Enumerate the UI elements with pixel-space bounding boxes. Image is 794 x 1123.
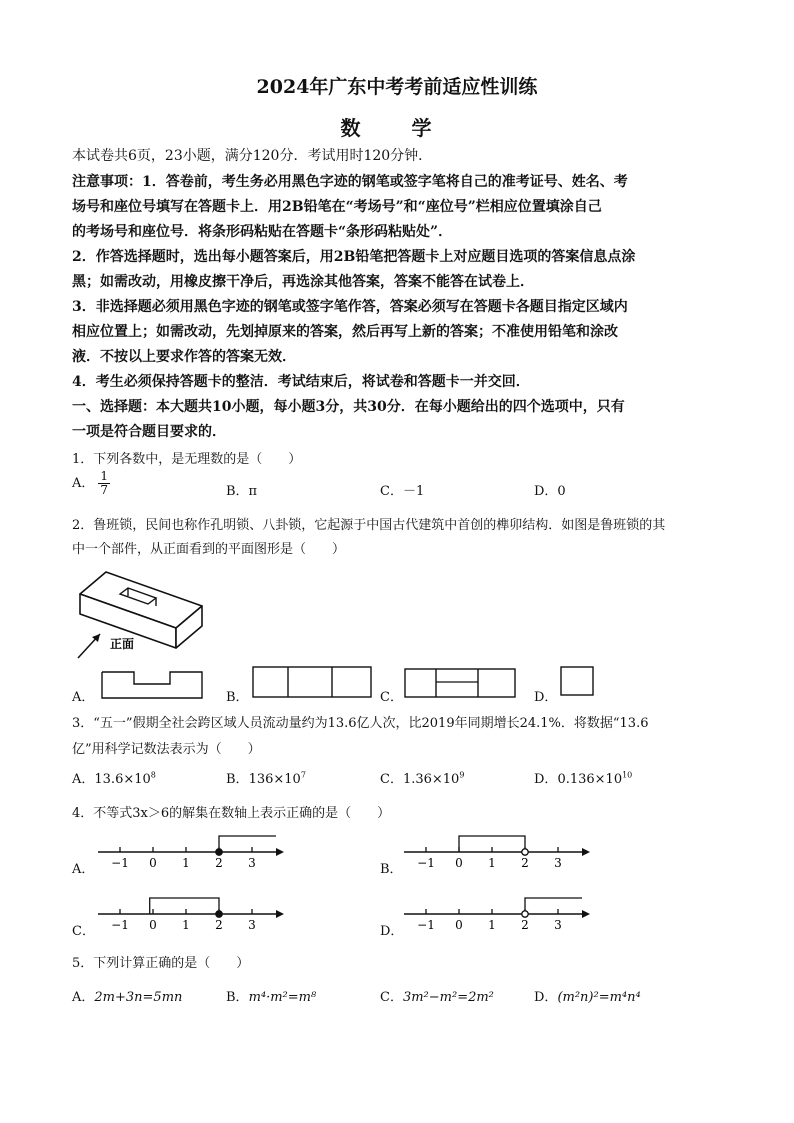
q5-stem: 5．下列计算正确的是（ ） [72,956,250,971]
note-2-line-1: 2．作答选择题时，选出每小题答案后，用2B铅笔把答题卡上对应题目选项的答案信息点涂 [72,249,636,265]
q4-stem: 4．不等式3x＞6的解集在数轴上表示正确的是（ ） [72,806,391,821]
tick-label: 2 [215,918,223,932]
q5-option-d: D．(m²n)²=m⁴n⁴ [534,990,641,1005]
note-3-line-2: 相应位置上；如需改动，先划掉原来的答案，然后再写上新的答案；不准使用铅笔和涂改 [72,324,618,340]
tick-label: 0 [455,918,463,932]
q3-option-c: C．$1.36\times 10^9$ [380,770,465,787]
q1-option-c: C．－1 [380,484,425,499]
q4-option-a-label: A． [72,862,95,877]
note-1-line-3: 的考场号和座位号．将条形码粘贴在答题卡“条形码粘贴处”． [72,224,453,240]
q2-option-b-figure [252,666,372,698]
tick-label: 1 [182,856,190,870]
tick-label: 0 [455,856,463,870]
axis-arrow [582,910,590,918]
q4-option-c-label: C． [72,924,95,939]
tick-label: 0 [149,918,157,932]
q4-option-c-numberline [96,894,286,934]
solution-bracket [150,898,219,914]
q4-option-d-numberline [402,894,592,934]
tick-label: −1 [111,918,129,932]
exam-intro: 本试卷共6页，23小题，满分120分．考试用时120分钟． [72,148,433,164]
section-1-line-2: 一项是符合题目要求的． [72,424,226,440]
subject-title: 数 学 [340,116,454,140]
tick-label: 3 [248,918,256,932]
tick-label: 3 [248,856,256,870]
tick-label: 3 [554,856,562,870]
q3-option-b: B．$136\times 10^7$ [226,770,306,787]
note-3-line-3: 液．不按以上要求作答的答案无效． [72,349,296,365]
q4-option-a-numberline [96,832,286,872]
q2-option-d-figure [560,666,594,696]
q3-option-d: D．$0.136\times 10^{10}$ [534,770,633,787]
note-1-line-2: 场号和座位号填写在答题卡上．用2B铅笔在“考场号”和“座位号”栏相应位置填涂自己 [72,199,602,215]
exam-title: 2024年广东中考考前适应性训练 [256,76,538,98]
q2-option-a-label: A． [72,690,95,705]
axis-arrow [276,848,284,856]
tick-label: 3 [554,918,562,932]
note-4: 4．考生必须保持答题卡的整洁．考试结束后，将试卷和答题卡一并交回． [72,374,530,390]
tick-label: 2 [521,918,529,932]
q4-option-d-label: D． [380,924,404,939]
note-2-line-2: 黑；如需改动，用橡皮擦干净后，再选涂其他答案，答案不能答在试卷上． [72,274,534,290]
endpoint-dot [522,849,528,855]
q2-line-2: 中一个部件，从正面看到的平面图形是（ ） [72,542,346,557]
endpoint-dot [216,849,222,855]
tick-label: 1 [488,856,496,870]
tick-label: 2 [521,856,529,870]
section-1-line-1: 一、选择题：本大题共10小题，每小题3分，共30分．在每小题给出的四个选项中，只有 [72,399,625,415]
q2-option-c-label: C． [380,690,403,705]
endpoint-dot [216,911,222,917]
tick-label: −1 [111,856,129,870]
solution-bracket [525,898,582,914]
q2-option-b-label: B． [226,690,249,705]
q1-option-d: D．0 [534,484,566,499]
front-view-label: 正面 [110,637,135,651]
q2-option-d-label: D． [534,690,558,705]
tick-label: 0 [149,856,157,870]
tick-label: −1 [417,918,435,932]
q2-option-a-figure [100,670,204,700]
axis-arrow [276,910,284,918]
q5-option-b: B．m⁴·m²=m⁸ [226,990,317,1005]
note-3-line-1: 3．非选择题必须用黑色字迹的钢笔或签字笔作答，答案必须写在答题卡各题目指定区域内 [72,299,628,315]
q1-option-a: A． $\frac{1}{7}$ [72,469,109,497]
q3-line-1: 3．“五一”假期全社会跨区域人员流动量约为13.6亿人次，比2019年同期增长24.1%．将数据“13.6 [72,716,649,731]
endpoint-dot [522,911,528,917]
q2-lock-figure [72,566,212,662]
tick-label: 1 [182,918,190,932]
tick-label: 2 [215,856,223,870]
q3-option-a: A．$13.6\times 10^8$ [72,770,156,787]
tick-label: −1 [417,856,435,870]
axis-arrow [582,848,590,856]
q1-stem: 1．下列各数中，是无理数的是（ ） [72,452,302,467]
q2-option-c-figure [404,668,516,698]
q4-option-b-label: B． [380,862,403,877]
note-1-line-1: 注意事项：1．答卷前，考生务必用黑色字迹的钢笔或签字笔将自己的准考证号、姓名、考 [72,174,628,190]
solution-bracket [219,836,276,852]
q5-option-a: A．2m+3n=5mn [72,990,183,1005]
q3-line-2: 亿”用科学记数法表示为（ ） [72,742,261,757]
tick-label: 1 [488,918,496,932]
q1-option-b: B．π [226,484,258,499]
q4-option-b-numberline [402,832,592,872]
q2-line-1: 2．鲁班锁，民间也称作孔明锁、八卦锁，它起源于中国古代建筑中首创的榫卯结构．如图是鲁班锁的其 [72,518,666,533]
q5-option-c: C．3m²−m²=2m² [380,990,494,1005]
